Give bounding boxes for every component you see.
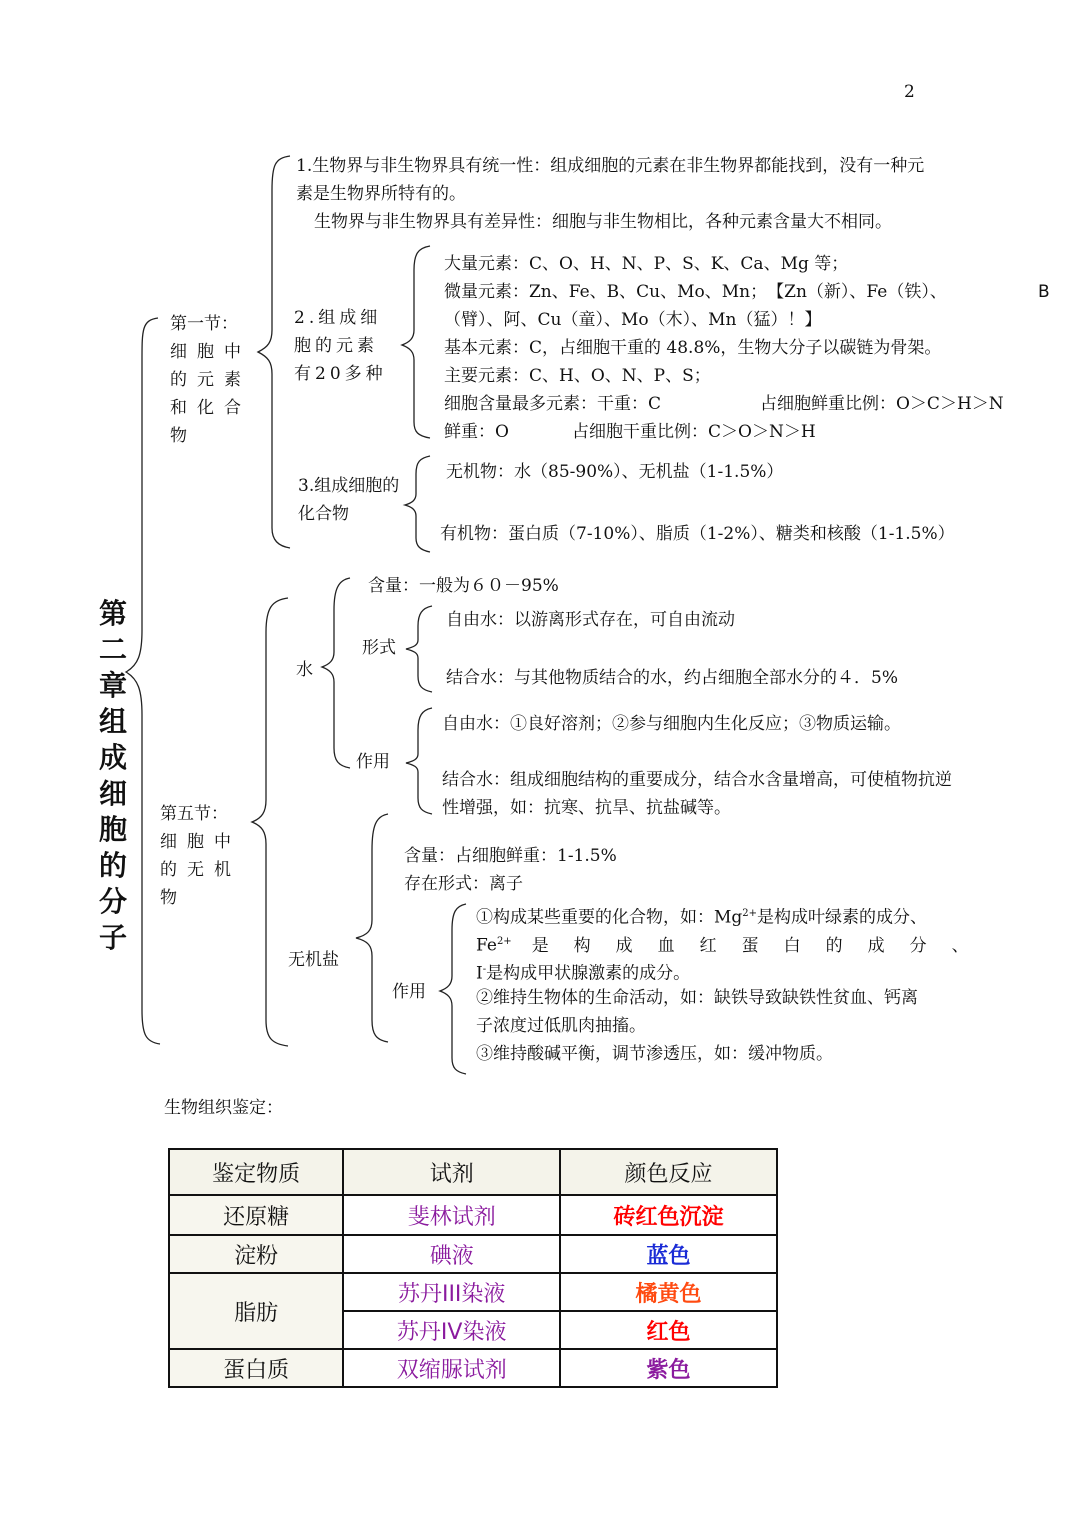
cell-color: 砖红色沉淀 (560, 1195, 777, 1235)
cell-color: 红色 (560, 1311, 777, 1349)
salt-form: 存在形式：离子 (404, 874, 523, 894)
cell-color: 紫色 (560, 1349, 777, 1387)
salt-func-line1: ①构成某些重要的化合物，如：$Mg^{2+}$是构成叶绿素的成分、 (476, 907, 928, 928)
form-item-1: 结合水：与其他物质结合的水，约占细胞全部水分的４．5% (446, 668, 898, 688)
cell-reagent: 双缩脲试剂 (343, 1349, 560, 1387)
s1-p2-item-8: 鲜重：O (444, 422, 509, 442)
salt-func-line4: ②维持生物体的生命活动，如：缺铁导致缺铁性贫血、钙离 (476, 988, 918, 1008)
s1-p2-item-0: 大量元素：C、O、H、N、P、S、K、Ca、Mg 等； (444, 254, 849, 274)
cell-color: 橘黄色 (560, 1273, 777, 1311)
table-row (169, 1273, 777, 1311)
s1-p2-item-2: B (1038, 282, 1050, 302)
table-header-row (169, 1149, 777, 1195)
cell-reagent: 斐林试剂 (343, 1195, 560, 1235)
chapter-title: 第二章 组成细胞的分子 (98, 597, 127, 954)
table-row (169, 1235, 777, 1273)
func-item-0: 自由水：①良好溶剂；②参与细胞内生化反应；③物质运输。 (442, 714, 901, 734)
page-number: 2 (904, 82, 915, 102)
s1-p2-item-7: 占细胞鲜重比例：O＞C＞H＞N (760, 394, 1004, 414)
s1-p2-item-4: 基本元素：C，占细胞干重的 48.8%，生物大分子以碳链为骨架。 (444, 338, 942, 358)
cell-color: 蓝色 (560, 1235, 777, 1273)
table-row (169, 1349, 777, 1387)
func-item-1: 结合水：组成细胞结构的重要成分，结合水含量增高，可使植物抗逆 (442, 770, 952, 790)
section5-title-body: 细胞中的无机物 (160, 832, 241, 908)
s1-p1-line1: 1.生物界与非生物界具有统一性：组成细胞的元素在非生物界都能找到，没有一种元 (296, 156, 925, 176)
section1-title-head: 第一节： (170, 314, 238, 334)
salt-content: 含量：占细胞鲜重：1-1.5% (404, 846, 617, 866)
water-content: 含量：一般为６０－95% (368, 576, 559, 596)
s1-p1-line2: 素是生物界所特有的。 (296, 184, 466, 204)
func-label: 作用 (356, 752, 390, 772)
func-item-2: 性增强，如：抗寒、抗旱、抗盐碱等。 (442, 798, 731, 818)
salt-func-line2: $Fe^{2+}$ 是构成血红蛋白的成分、 (476, 935, 994, 956)
table-row (169, 1195, 777, 1235)
s1-p3-item-0: 无机物：水（85-90%）、无机盐（1-1.5%） (446, 462, 784, 482)
s1-p2-item-6: 细胞含量最多元素：干重：C (444, 394, 662, 414)
salt-label: 无机盐 (288, 950, 339, 970)
cell-reagent: 苏丹III染液 (343, 1273, 560, 1311)
salt-func-line5: 子浓度过低肌肉抽搐。 (476, 1016, 646, 1036)
section1-title-body: 细胞中的元素和化合物 (170, 342, 251, 446)
s1-p2-label: 2.组成细胞的元素有20多种 (294, 308, 387, 384)
s1-p2-item-3: （臂）、阿、Cu（童）、Mo（木）、Mn（猛）！】 (444, 310, 822, 330)
s1-p2-item-1: 微量元素：Zn、Fe、B、Cu、Mo、Mn； 【Zn（新）、Fe（铁）、 (444, 282, 947, 302)
s1-p3-label: 3.组成细胞的化合物 (298, 476, 400, 524)
cell-substance: 蛋白质 (169, 1349, 343, 1387)
table-caption: 生物组织鉴定： (164, 1098, 283, 1118)
cell-reagent: 碘液 (343, 1235, 560, 1273)
identification-table (168, 1148, 778, 1388)
s1-p2-item-5: 主要元素：C、H、O、N、P、S； (444, 366, 711, 386)
form-label: 形式 (362, 638, 396, 658)
salt-func-line3: I-是构成甲状腺激素的成分。 (476, 963, 691, 984)
form-item-0: 自由水：以游离形式存在，可自由流动 (446, 610, 735, 630)
s1-p1-line3: 生物界与非生物界具有差异性：细胞与非生物相比，各种元素含量大不相同。 (314, 212, 892, 232)
water-label: 水 (296, 660, 313, 680)
s1-p2-item-9: 占细胞干重比例：C＞O＞N＞H (572, 422, 816, 442)
header-substance: 鉴定物质 (169, 1149, 343, 1195)
cell-reagent: 苏丹IV染液 (343, 1311, 560, 1349)
s1-p3-item-1: 有机物：蛋白质（7-10%）、脂质（1-2%）、糖类和核酸（1-1.5%） (440, 524, 955, 544)
salt-func-line6: ③维持酸碱平衡，调节渗透压，如：缓冲物质。 (476, 1044, 833, 1064)
cell-substance: 还原糖 (169, 1195, 343, 1235)
cell-substance: 脂肪 (169, 1273, 343, 1349)
header-color: 颜色反应 (560, 1149, 777, 1195)
cell-substance: 淀粉 (169, 1235, 343, 1273)
salt-func-label: 作用 (392, 982, 426, 1002)
section5-title-head: 第五节： (160, 804, 228, 824)
header-reagent: 试剂 (343, 1149, 560, 1195)
